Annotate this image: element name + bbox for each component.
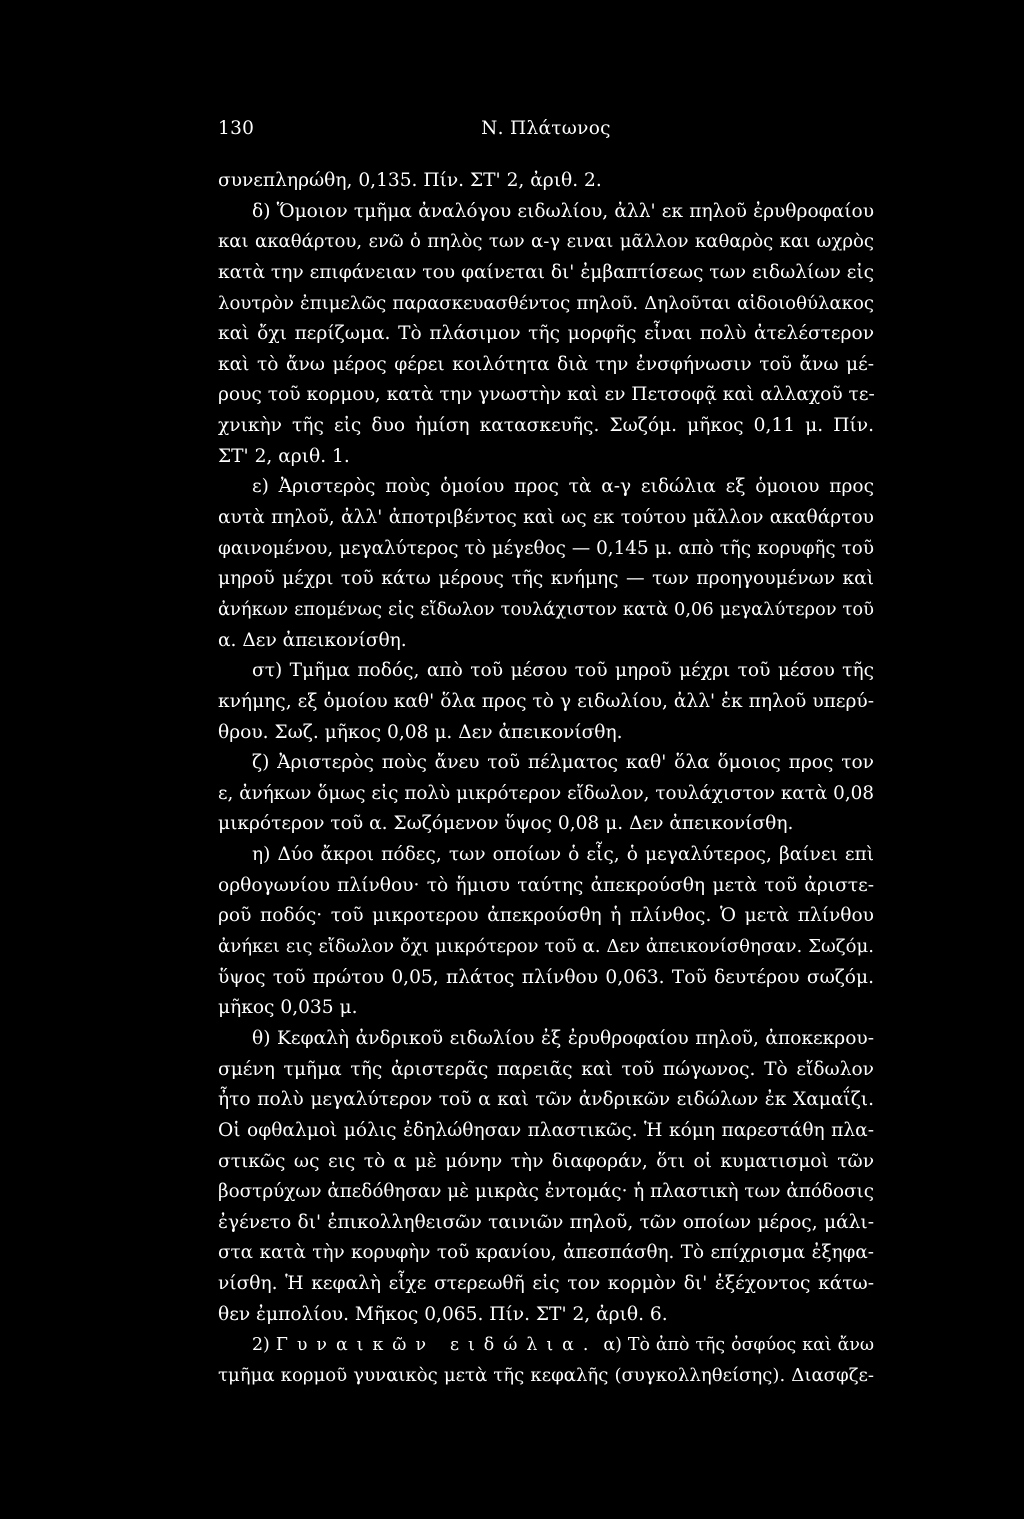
running-head: Ν. Πλάτωνος [481,118,611,139]
text-line: μηροῦ μέχρι τοῦ κάτω μέρους τῆς κνήμης — των προηγουμένων καὶ [218,568,874,590]
text-line: ορθογωνίου πλίνθου· τὸ ἥμισυ ταύτης ἀπεκρούσθη μετὰ τοῦ ἀριστε- [218,874,874,896]
text-line: ρους τοῦ κορμου, κατὰ την γνωστὴν καὶ εν Πετσοφᾷ καὶ αλλαχοῦ τε- [218,384,875,406]
page-header [218,118,874,146]
text-line: σμένη τμῆμα τῆς ἀριστερᾶς παρειᾶς καὶ τοῦ πώγωνος. Τὸ εἴδωλον [218,1058,874,1080]
section-heading-rest: α) Τὸ ἀπὸ τῆς ὀσφύος καὶ ἄνω [603,1335,875,1356]
text-line: δ) Ὅμοιον τμῆμα ἀναλόγου ειδωλίου, ἀλλ' εκ πηλοῦ ἐρυθροφαίου [252,200,874,222]
text-line: τμῆμα κορμοῦ γυναικὸς μετὰ τῆς κεφαλῆς (συγκολληθείσης). Διασφζε- [218,1364,874,1386]
text-line: ζ) Ἀριστερὸς ποὺς ἄνευ τοῦ πέλματος καθ' ὅλα ὅμοιος προς τον [252,752,874,774]
text-line: η) Δύο ἄκροι πόδες, των οποίων ὁ εἷς, ὁ μεγαλύτερος, βαίνει επὶ [252,844,874,866]
text-line: στα κατὰ τὴν κορυφὴν τοῦ κρανίου, ἀπεσπάσθη. Τὸ επίχρισμα ἐξηφα- [218,1242,874,1264]
text-line: Οἱ οφθαλμοὶ μόλις ἐδηλώθησαν πλαστικῶς. Ἡ κόμη παρεστάθη πλα- [218,1119,874,1141]
text-line: ἦτο πολὺ μεγαλύτερον τοῦ α καὶ τῶν ἀνδρικῶν ειδώλων ἐκ Χαμαΐζι. [218,1089,874,1111]
text-line: συνεπληρώθη, 0,135. Πίν. ΣΤ' 2, ἀριθ. 2. [218,170,602,191]
text-line: χνικὴν τῆς εἰς δυο ἡμίση κατασκευῆς. Σωζόμ. μῆκος 0,11 μ. Πίν. [218,415,874,437]
text-line: ροῦ ποδός· τοῦ μικροτερου ἀπεκρούσθη ἡ πλίνθος. Ὁ μετὰ πλίνθου [218,905,874,927]
text-line: μῆκος 0,035 μ. [218,997,358,1019]
text-line: ΣΤ' 2, αριθ. 1. [218,445,350,467]
text-line: ἀνήκει εις εἴδωλον ὄχι μικρότερον τοῦ α. Δεν ἀπεικονίσθησαν. Σωζόμ. [218,936,874,958]
text-line: κατὰ την επιφάνειαν του φαίνεται δι' ἐμβαπτίσεως των ειδωλίων εἰς [218,261,875,283]
text-line: μικρότερον τοῦ α. Σωζόμενον ὕψος 0,08 μ. Δεν ἀπεικονίσθη. [218,813,794,835]
text-line: λουτρὸν ἐπιμελῶς παρασκευασθέντος πηλοῦ. Δηλοῦται αἰδοιοθύλακος [218,292,874,314]
text-line: καὶ ὄχι περίζωμα. Τὸ πλάσιμον τῆς μορφῆς εἶναι πολὺ ἀτελέστερον [218,323,874,345]
text-line: στ) Τμῆμα ποδός, απὸ τοῦ μέσου τοῦ μηροῦ μέχρι τοῦ μέσου τῆς [252,660,874,682]
text-line: ὕψος τοῦ πρώτου 0,05, πλάτος πλίνθου 0,063. Τοῦ δευτέρου σωζόμ. [218,966,874,988]
body-text [218,166,874,1392]
text-line: καὶ τὸ ἄνω μέρος φέρει κοιλότητα διὰ την ἐνσφήνωσιν τοῦ ἄνω μέ- [218,353,874,375]
section-heading-line [218,1330,874,1361]
text-line: θρου. Σωζ. μῆκος 0,08 μ. Δεν ἀπεικονίσθη. [218,721,623,743]
text-line: στικῶς ως εις τὸ α μὲ μόνην τὴν διαφοράν, ὅτι οἱ κυματισμοὶ τῶν [218,1150,874,1172]
text-line: α. Δεν ἀπεικονίσθη. [218,629,407,651]
text-line: ε, ἀνήκων ὅμως εἰς πολὺ μικρότερον εἴδωλον, τουλάχιστον κατὰ 0,08 [218,782,874,804]
text-line: θεν ἐμπολίου. Μῆκος 0,065. Πίν. ΣΤ' 2, ἀριθ. 6. [218,1303,668,1325]
text-line: κνήμης, εξ ὁμοίου καθ' ὅλα προς τὸ γ ειδωλίου, ἀλλ' ἐκ πηλοῦ υπερύ- [218,690,874,712]
text-line: θ) Κεφαλὴ ἀνδρικοῦ ειδωλίου ἐξ ἐρυθροφαίου πηλοῦ, ἀποκεκρου- [252,1027,874,1049]
text-line: βοστρύχων ἀπεδόθησαν μὲ μικρὰς ἐντομάς· ἡ πλαστικὴ των ἀπόδοσις [218,1181,874,1203]
text-line: αυτὰ πηλοῦ, ἀλλ' ἀποτριβέντος καὶ ως εκ τούτου μᾶλλον ακαθάρτου [218,507,874,529]
section-number: 2) [252,1335,270,1356]
text-line: νίσθη. Ἡ κεφαλὴ εἶχε στερεωθῆ εἰς τον κορμὸν δι' ἐξέχοντος κάτω- [218,1273,874,1295]
text-line: φαινομένου, μεγαλύτερος τὸ μέγεθος — 0,145 μ. απὸ τῆς κορυφῆς τοῦ [218,537,874,559]
text-line: ἀνήκων επομένως εἰς εἴδωλον τουλάχιστον κατὰ 0,06 μεγαλύτερον τοῦ [218,598,874,620]
text-line: ἐγένετο δι' ἐπικολληθεισῶν ταινιῶν πηλοῦ, τῶν οποίων μέρος, μάλι- [218,1211,874,1233]
section-title-spaced: Γυναικῶν ειδώλια. [275,1335,598,1356]
page-number: 130 [218,118,255,139]
text-line: και ακαθάρτου, ενῶ ὁ πηλὸς των α-γ ειναι μᾶλλον καθαρὸς και ωχρὸς [218,231,874,253]
text-line: ε) Ἀριστερὸς ποὺς ὁμοίου προς τὰ α-γ ειδώλια εξ ὁμοιου προς [252,476,874,498]
